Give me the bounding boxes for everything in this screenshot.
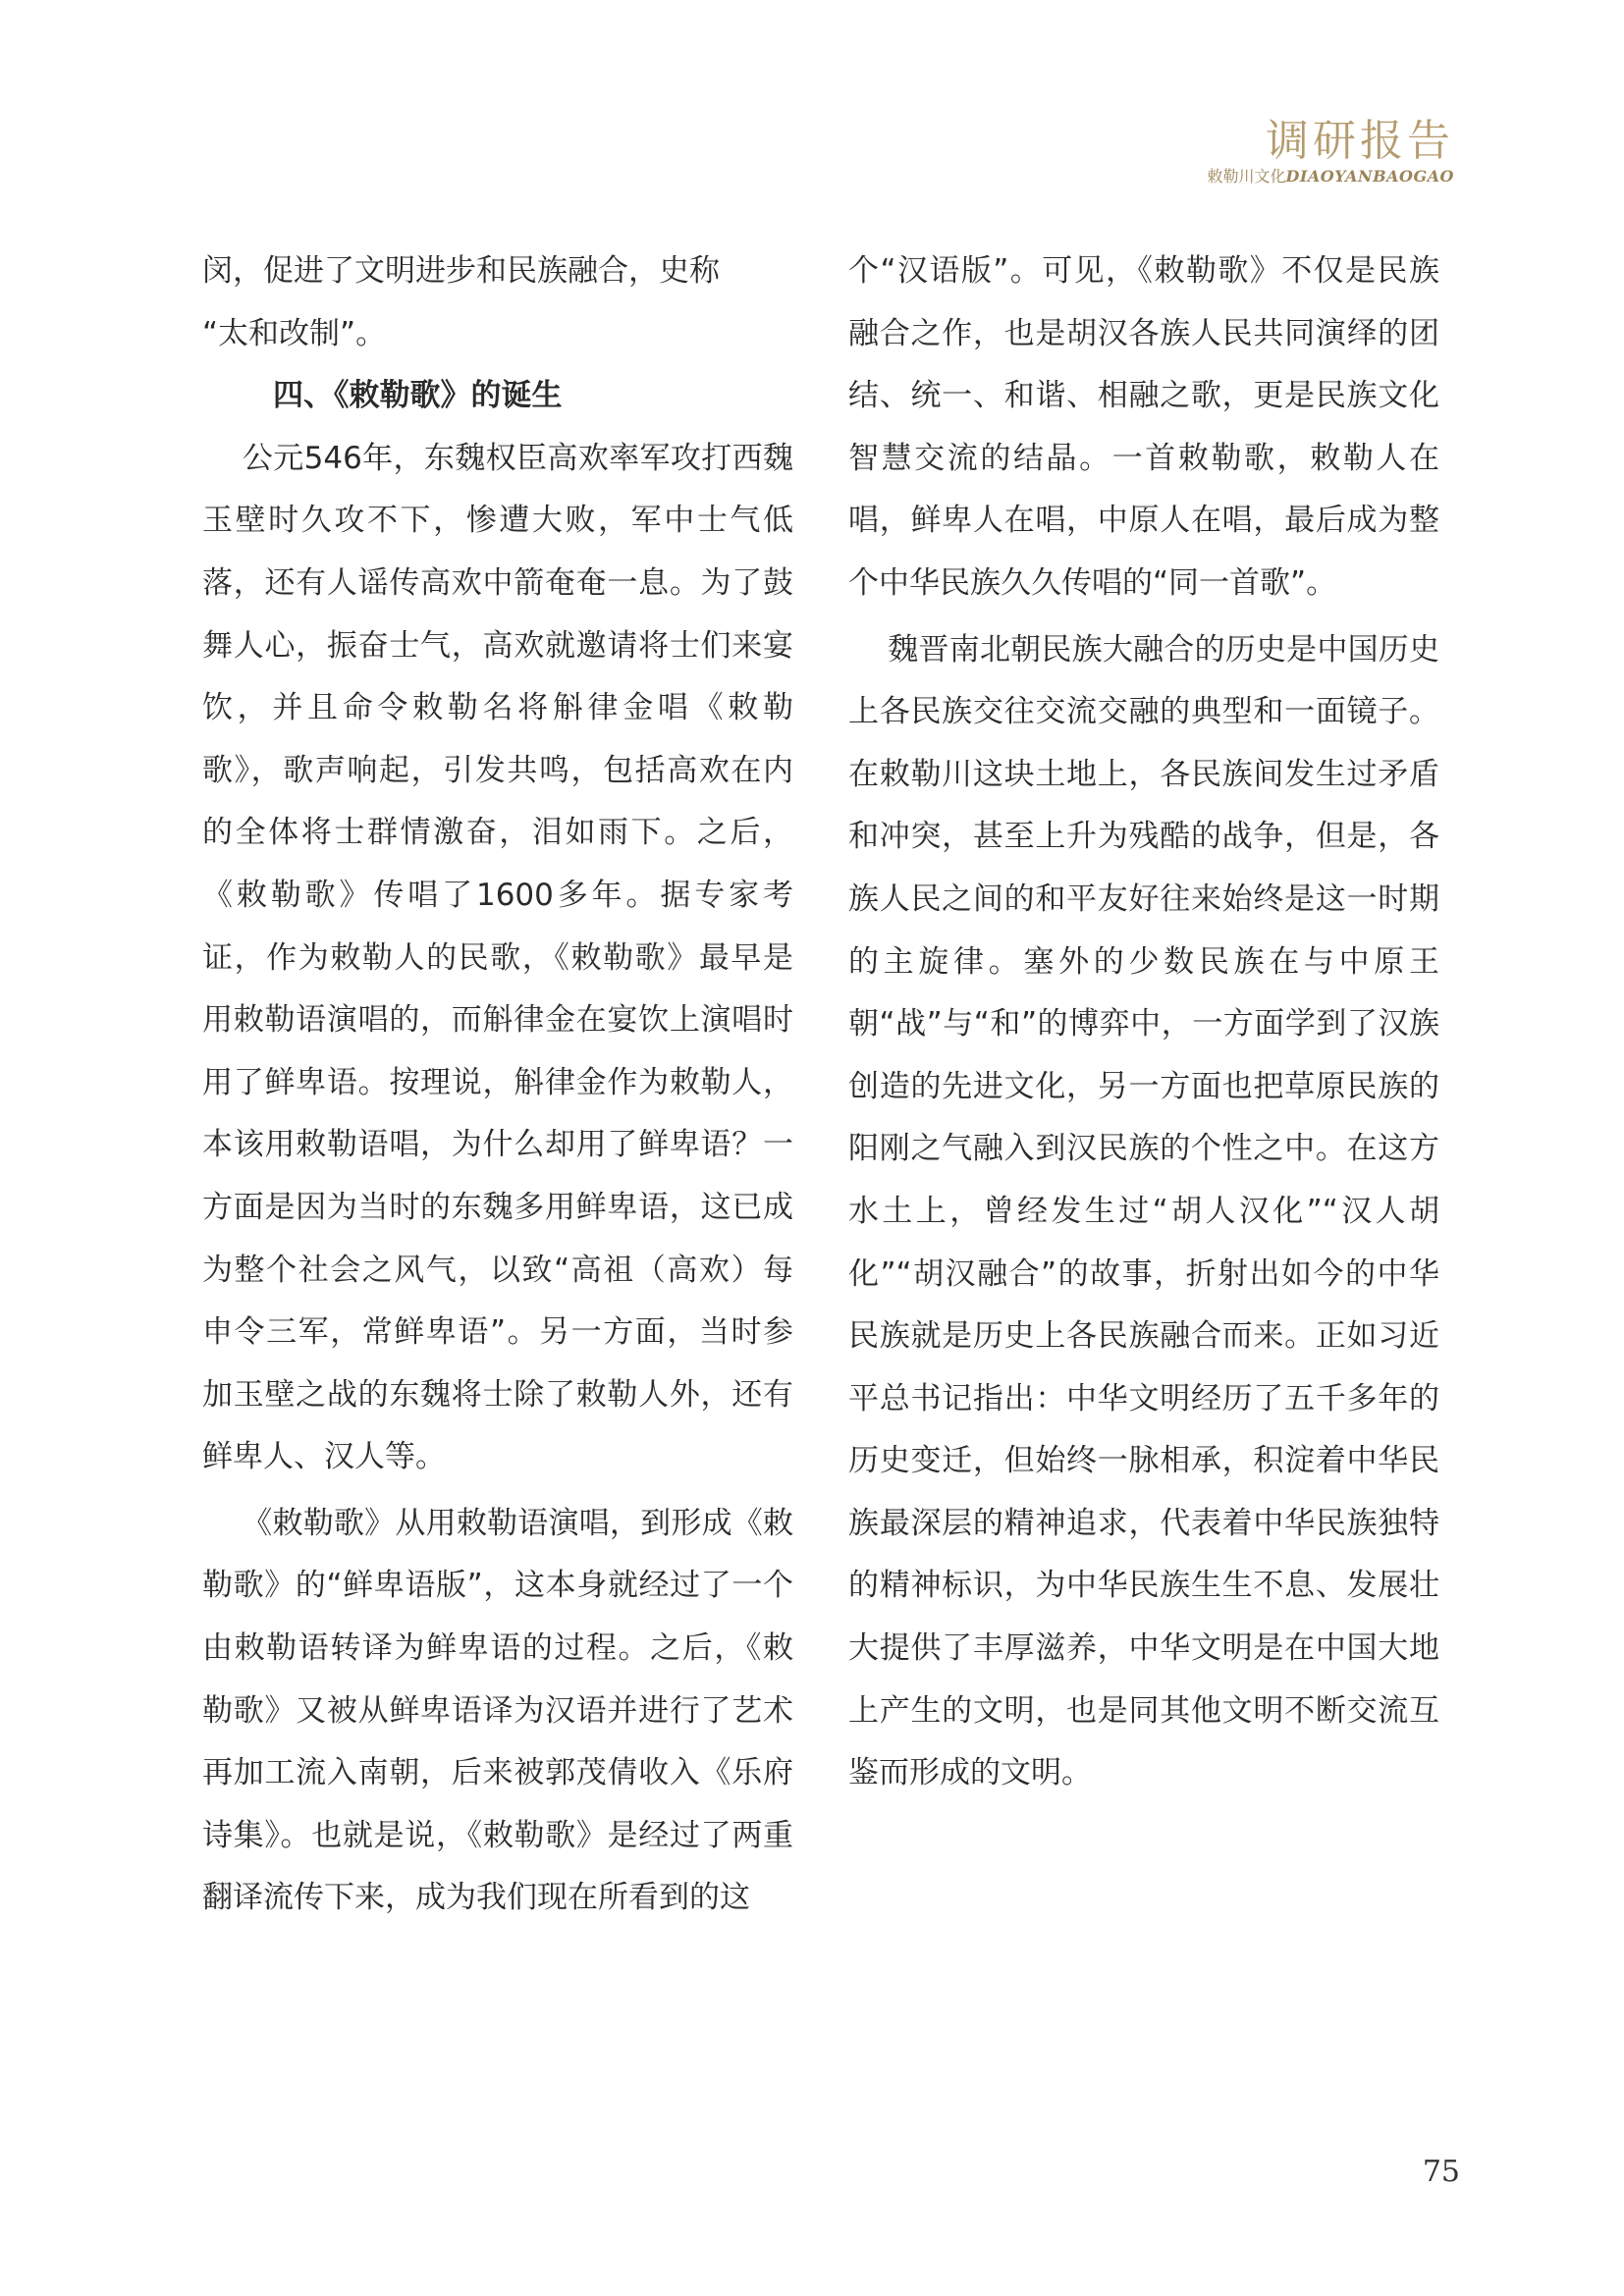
paragraph: 魏晋南北朝民族大融合的历史是中国历史上各民族交往交流交融的典型和一面镜子。在敕勒川这块土地上，各民族间发生过矛盾和冲突，甚至上升为残酷的战争，但是，各族人民之间的和平友好往来始终是这一时期的主旋律。塞外的少数民族在与中原王朝“战”与“和”的博弈中，一方面学到了汉族创造的先进文化，另一方面也把草原民族的阳刚之气融入到汉民族的个性之中。在这方水土上，曾经发生过“胡人汉化”“汉人胡化”“胡汉融合”的故事，折射出如今的中华民族就是历史上各民族融合而来。正如习近平总书记指出：中华文明经历了五千多年的历史变迁，但始终一脉相承，积淀着中华民族最深层的精神追求，代表着中华民族独特的精神标识，为中华民族生生不息、发展壮大提供了丰厚滋养，中华文明是在中国大地上产生的文明，也是同其他文明不断交流互鉴而形成的文明。 — [848, 631, 1440, 1791]
section-subtitle — [1207, 167, 1454, 187]
section-subtitle-latin: DIAOYANBAOGAO — [1285, 167, 1454, 186]
paragraph: 《敕勒歌》从用敕勒语演唱，到形成《敕勒歌》的“鲜卑语版”，这本身就经过了一个由敕勒语转译为鲜卑语的过程。之后，《敕勒歌》又被从鲜卑语译为汉语并进行了艺术再加工流入南朝，后来被郭茂倩收入《乐府诗集》。也就是说，《敕勒歌》是经过了两重翻译流传下来，成为我们现在所看到的这 — [202, 1505, 794, 1916]
page-number: 75 — [1422, 2155, 1460, 2189]
right-column — [848, 240, 1439, 1805]
paragraph-continued: 个“汉语版”。可见，《敕勒歌》不仅是民族融合之作，也是胡汉各族人民共同演绎的团结、统一、和谐、相融之歌，更是民族文化智慧交流的结晶。一首敕勒歌，敕勒人在唱，鲜卑人在唱，中原人在唱，最后成为整个中华民族久久传唱的“同一首歌”。 — [848, 253, 1439, 601]
section-subtitle-cn: 敕勒川文化 — [1207, 167, 1286, 186]
section-title: 调研报告 — [1266, 116, 1454, 166]
left-column — [202, 240, 793, 1930]
paragraph: 公元546年，东魏权臣高欢率军攻打西魏玉壁时久攻不下，惨遭大败，军中士气低落，还有人谣传高欢中箭奄奄一息。为了鼓舞人心，振奋士气，高欢就邀请将士们来宴饮，并且命令敕勒名将斛律金唱《敕勒歌》，歌声响起，引发共鸣，包括高欢在内的全体将士群情激奋，泪如雨下。之后，《敕勒歌》传唱了1600多年。据专家考证，作为敕勒人的民歌，《敕勒歌》最早是用敕勒语演唱的，而斛律金在宴饮上演唱时用了鲜卑语。按理说，斛律金作为敕勒人，本该用敕勒语唱，为什么却用了鲜卑语？一方面是因为当时的东魏多用鲜卑语，这已成为整个社会之风气，以致“高祖（高欢）每申令三军，常鲜卑语”。另一方面，当时参加玉壁之战的东魏将士除了敕勒人外，还有鲜卑人、汉人等。 — [202, 440, 793, 1475]
paragraph-continued: 闵，促进了文明进步和民族融合，史称 “太和改制”。 — [202, 253, 720, 351]
section-heading: 四、《敕勒歌》的诞生 — [273, 378, 563, 414]
